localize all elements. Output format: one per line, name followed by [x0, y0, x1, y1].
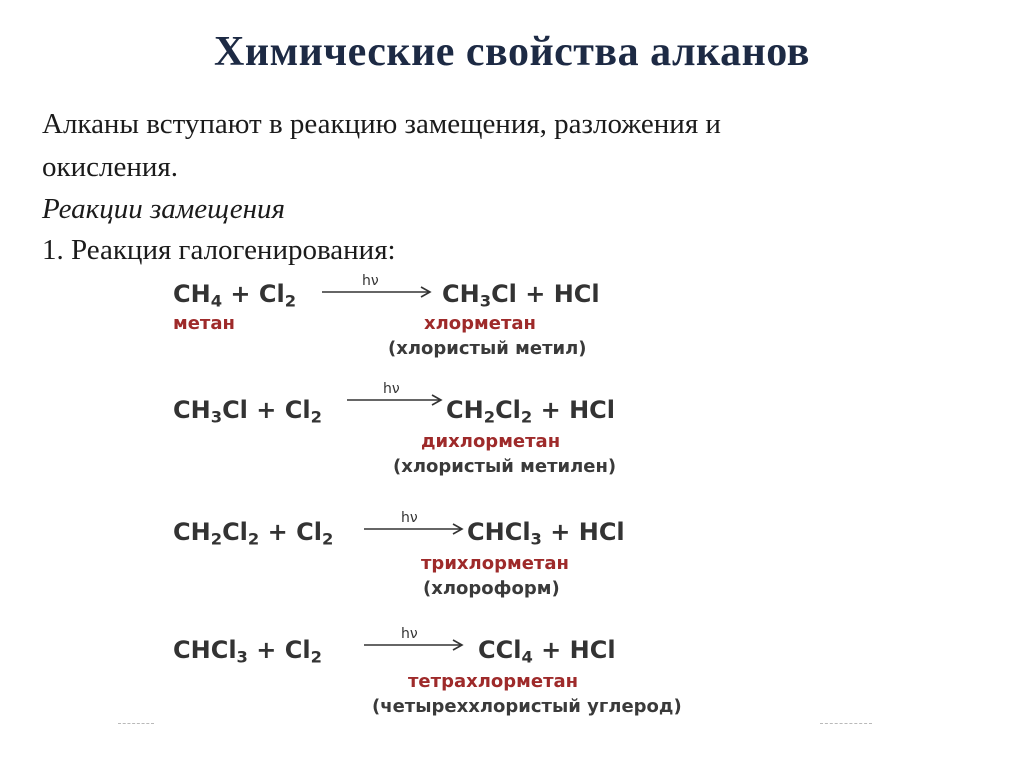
- decorative-divider-right: [820, 723, 872, 724]
- reaction-4-right: CCl$_4$ + HCl: [478, 636, 616, 667]
- reaction-2-arrow-icon: [347, 393, 445, 407]
- reaction-3-product-alt: (хлороформ): [423, 578, 560, 599]
- reaction-3-arrow-icon: [364, 522, 466, 536]
- reaction-1-left: $CH_4 + Cl_2$: [173, 280, 297, 311]
- decorative-divider-left: [118, 723, 154, 724]
- reaction-2-condition: hν: [383, 381, 400, 397]
- reaction-4-condition: hν: [401, 626, 418, 642]
- reaction-4-product-name: тетрахлорметан: [408, 671, 579, 692]
- reaction-3-product-name: трихлорметан: [421, 553, 569, 574]
- reaction-3-left: $CH_2Cl_2 + Cl_2$: [173, 518, 334, 549]
- intro-line-1: Алканы вступают в реакцию замещения, разложения и: [42, 108, 721, 140]
- reaction-1-reactant-name: метан: [173, 313, 235, 334]
- intro-line-2: окисления.: [42, 151, 178, 183]
- reaction-2-product-name: дихлорметан: [421, 431, 561, 452]
- slide-title: Химические свойства алканов: [214, 29, 810, 75]
- reaction-2-left: $CH_3Cl + Cl_2$: [173, 396, 322, 427]
- reaction-1-product-name: хлорметан: [424, 313, 536, 334]
- reaction-1-product-alt: (хлористый метил): [388, 338, 587, 359]
- reaction-1-condition: hν: [362, 273, 379, 289]
- reaction-3-right: CHCl$_3$ + HCl: [467, 518, 625, 549]
- reaction-4-arrow-icon: [364, 638, 466, 652]
- reaction-2-right: $CH_2Cl_2$ + HCl: [446, 396, 616, 427]
- reaction-1-arrow-icon: [322, 285, 434, 299]
- reaction-4-left: CHCl$_3$ + $Cl_2$: [173, 636, 322, 667]
- reaction-4-product-alt: (четыреххлористый углерод): [372, 696, 682, 717]
- reaction-2-product-alt: (хлористый метилен): [393, 456, 617, 477]
- reaction-3-condition: hν: [401, 510, 418, 526]
- section-heading: Реакции замещения: [42, 193, 286, 225]
- item-heading: 1. Реакция галогенирования:: [42, 234, 396, 266]
- reaction-1-right: $CH_3Cl$ + HCl: [442, 280, 600, 311]
